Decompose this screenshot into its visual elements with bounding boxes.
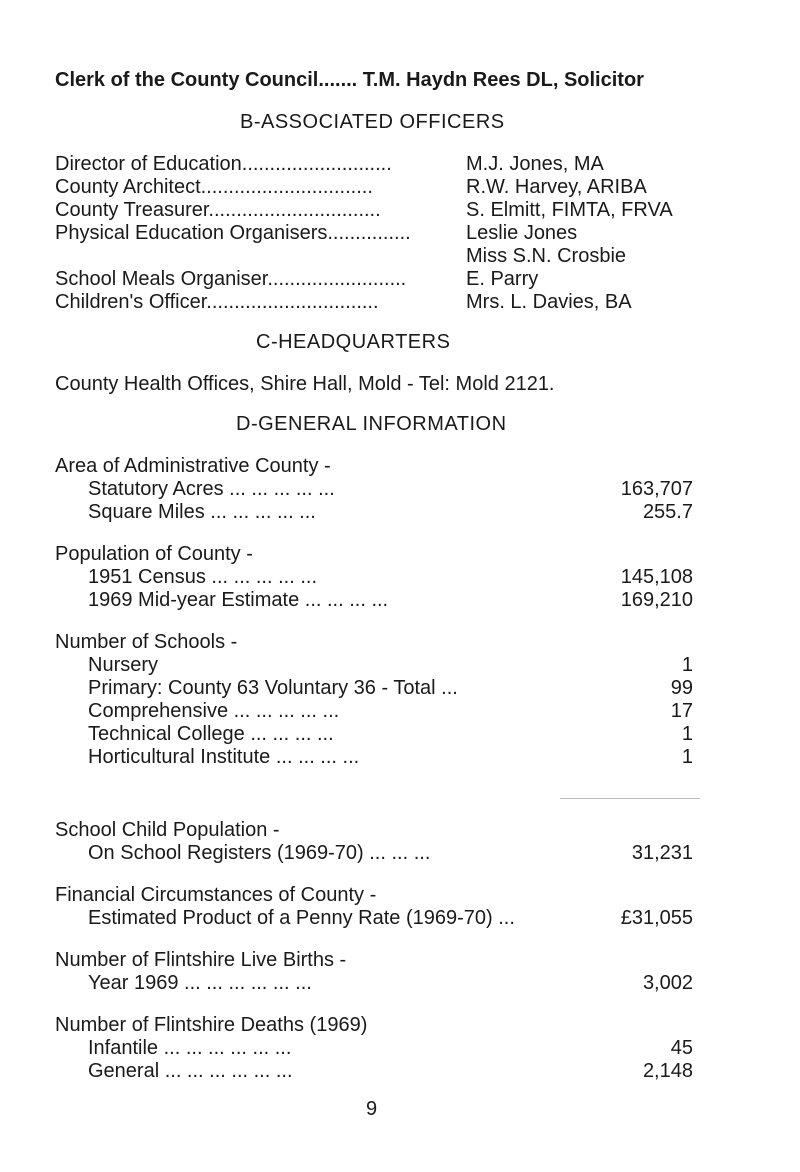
officer-role: Physical Education Organisers............... [55, 222, 411, 244]
page-number: 9 [366, 1098, 378, 1120]
officer-name: Miss S.N. Crosbie [466, 245, 627, 267]
officer-name: M.J. Jones, MA [466, 153, 604, 175]
divider [560, 798, 700, 799]
officer-role: Director of Education........................... [55, 153, 392, 175]
stat-value: 45 [670, 1037, 693, 1059]
officer-name: S. Elmitt, FIMTA, FRVA [466, 199, 673, 221]
stat-value: 169,210 [620, 589, 693, 611]
stat-label: General ... ... ... ... ... ... [88, 1060, 293, 1082]
stat-value: 17 [670, 700, 693, 722]
stat-label: 1969 Mid-year Estimate ... ... ... ... [88, 589, 389, 611]
officer-name: E. Parry [466, 268, 539, 290]
stat-value: £31,055 [620, 907, 693, 929]
section-c-heading: C-HEADQUARTERS [256, 331, 451, 353]
section-d-heading: D-GENERAL INFORMATION [236, 413, 507, 435]
group-title-population: Population of County - [55, 543, 253, 565]
officer-role: School Meals Organiser......................... [55, 268, 407, 290]
stat-label: Nursery [88, 654, 159, 676]
clerk-line: Clerk of the County Council....... T.M. Haydn Rees DL, Solicitor [55, 69, 644, 91]
group-title-area: Area of Administrative County - [55, 455, 331, 477]
officer-role: County Treasurer............................... [55, 199, 381, 221]
stat-value: 255.7 [642, 501, 693, 523]
section-b-heading: B-ASSOCIATED OFFICERS [240, 111, 505, 133]
stat-label: Estimated Product of a Penny Rate (1969-70) ... [88, 907, 515, 929]
stat-label: 1951 Census ... ... ... ... ... [88, 566, 317, 588]
stat-label: Horticultural Institute ... ... ... ... [88, 746, 360, 768]
stat-value: 1 [681, 746, 693, 768]
stat-label: Square Miles ... ... ... ... ... [88, 501, 316, 523]
stat-label: Infantile ... ... ... ... ... ... [88, 1037, 292, 1059]
officer-name: Leslie Jones [466, 222, 578, 244]
stat-value: 3,002 [642, 972, 693, 994]
stat-value: 31,231 [631, 842, 693, 864]
stat-label: Year 1969 ... ... ... ... ... ... [88, 972, 312, 994]
stat-label: Primary: County 63 Voluntary 36 - Total ... [88, 677, 458, 699]
officer-name: Mrs. L. Davies, BA [466, 291, 632, 313]
stat-value: 2,148 [642, 1060, 693, 1082]
officer-role: County Architect............................... [55, 176, 373, 198]
stat-value: 99 [670, 677, 693, 699]
stat-value: 1 [681, 723, 693, 745]
group-title-child-population: School Child Population - [55, 819, 280, 841]
stat-value: 1 [681, 654, 693, 676]
group-title-births: Number of Flintshire Live Births - [55, 949, 347, 971]
stat-label: On School Registers (1969-70) ... ... ... [88, 842, 431, 864]
headquarters-address: County Health Offices, Shire Hall, Mold - Tel: Mold 2121. [55, 373, 555, 395]
stat-value: 145,108 [620, 566, 693, 588]
stat-label: Comprehensive ... ... ... ... ... [88, 700, 340, 722]
group-title-schools: Number of Schools - [55, 631, 238, 653]
officer-name: R.W. Harvey, ARIBA [466, 176, 647, 198]
group-title-financial: Financial Circumstances of County - [55, 884, 377, 906]
stat-label: Statutory Acres ... ... ... ... ... [88, 478, 335, 500]
stat-value: 163,707 [620, 478, 693, 500]
officer-role: Children's Officer............................... [55, 291, 379, 313]
stat-label: Technical College ... ... ... ... [88, 723, 334, 745]
group-title-deaths: Number of Flintshire Deaths (1969) [55, 1014, 368, 1036]
